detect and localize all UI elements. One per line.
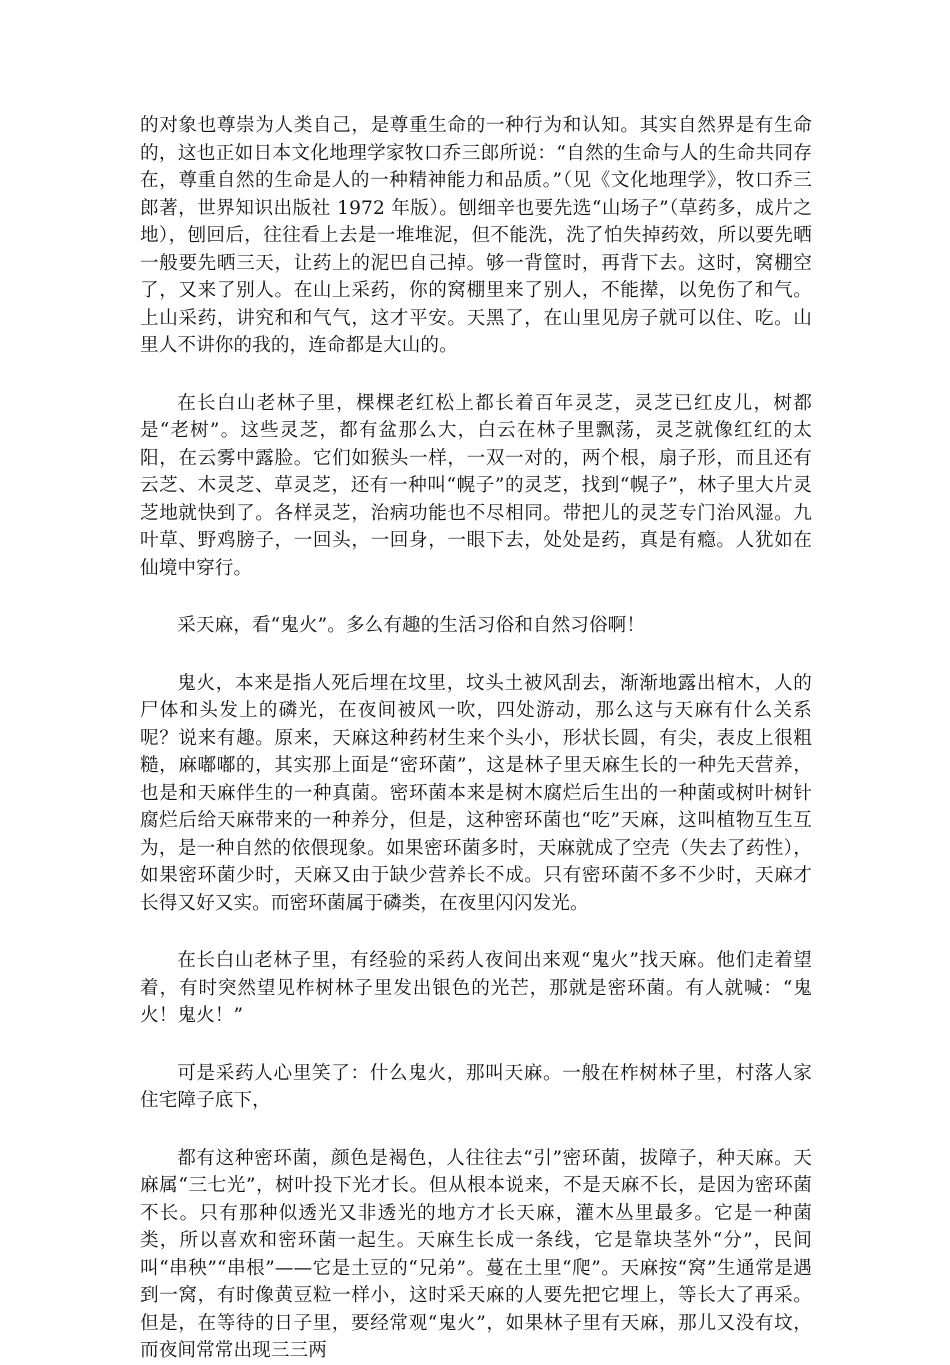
paragraph-7: 都有这种密环菌，颜色是褐色，人往往去“引”密环菌，拔障子，种天麻。天麻属“三七光”，树叶投下光才长。但从根本说来，不是天麻不长，是因为密环菌不长。只有那种似透光又非透光的地方才长天麻，灌木丛里最多。它是一种菌类，所以喜欢和密环菌一起生。天麻生长成一条线，它是靠块茎外“分”，民间叫“串秧”“串根”——它是土豆的“兄弟”。蔓在土里“爬”。天麻按“窝”生通常是遇到一窝，有时像黄豆粒一样小，这时采天麻的人要先把它埋上，等长大了再采。但是，在等待的日子里，要经常观“鬼火”，如果林子里有天麻，那儿又没有坟，而夜间常常出现三三两 bbox=[140, 1147, 812, 1361]
paragraph-1: 的对象也尊崇为人类自己，是尊重生命的一种行为和认知。其实自然界是有生命的，这也正如日本文化地理学家牧口乔三郎所说：“自然的生命与人的生命共同存在，尊重自然的生命是人的一种精神能力和品质。”（见《文化地理学》，牧口乔三郎著，世界知识出版社 1972 年版）。刨细辛也要先选“山场子”（草药多，成片之地），刨回后，往往看上去是一堆堆泥，但不能洗，洗了怕失掉药效，所以要先晒一般要先晒三天，让药上的泥巴自己掉。够一背筐时，再背下去。这时，窝棚空了，又来了别人。在山上采药，你的窝棚里来了别人，不能撵，以免伤了和气。上山采药，讲究和和气气，这才平安。天黑了，在山里见房子就可以住、吃。山里人不讲你的我的，连命都是大山的。 bbox=[140, 115, 812, 356]
paragraph-2: 在长白山老林子里，棵棵老红松上都长着百年灵芝，灵芝已红皮儿，树都是“老树”。这些灵芝，都有盆那么大，白云在林子里飘荡，灵芝就像红红的太阳，在云雾中露脸。它们如猴头一样，一双一对的，两个根，扇子形，而且还有云芝、木灵芝、草灵芝，还有一种叫“幌子”的灵芝，找到“幌子”，林子里大片灵芝地就快到了。各样灵芝，治病功能也不尽相同。带把儿的灵芝专门治风湿。九叶草、野鸡膀子，一回头，一回身，一眼下去，处处是药，真是有瘾。人犹如在仙境中穿行。 bbox=[140, 392, 812, 579]
document-body bbox=[140, 112, 812, 1365]
paragraph-3: 采天麻，看“鬼火”。多么有趣的生活习俗和自然习俗啊！ bbox=[177, 615, 646, 636]
paragraph-6: 可是采药人心里笑了：什么鬼火，那叫天麻。一般在柞树林子里，村落人家住宅障子底下， bbox=[140, 1062, 812, 1111]
paragraph-4: 鬼火，本来是指人死后埋在坟里，坟头土被风刮去，渐渐地露出棺木，人的尸体和头发上的磷光，在夜间被风一吹，四处游动，那么这与天麻有什么关系呢？说来有趣。原来，天麻这种药材生来个头小，形状长圆，有尖，表皮上很粗糙，麻嘟嘟的，其实那上面是“密环菌”，这是林子里天麻生长的一种先天营养，也是和天麻伴生的一种真菌。密环菌本来是树木腐烂后生出的一种菌或树叶树针腐烂后给天麻带来的一种养分，但是，这种密环菌也“吃”天麻，这叫植物互生互为，是一种自然的依偎现象。如果密环菌多时，天麻就成了空壳（失去了药性），如果密环菌少时，天麻又由于缺少营养长不成。只有密环菌不多不少时，天麻才长得又好又实。而密环菌属于磷类，在夜里闪闪发光。 bbox=[140, 672, 812, 914]
paragraph-5: 在长白山老林子里，有经验的采药人夜间出来观“鬼火”找天麻。他们走着望着，有时突然望见柞树林子里发出银色的光芒，那就是密环菌。有人就喊：“鬼火！鬼火！” bbox=[140, 950, 812, 1026]
